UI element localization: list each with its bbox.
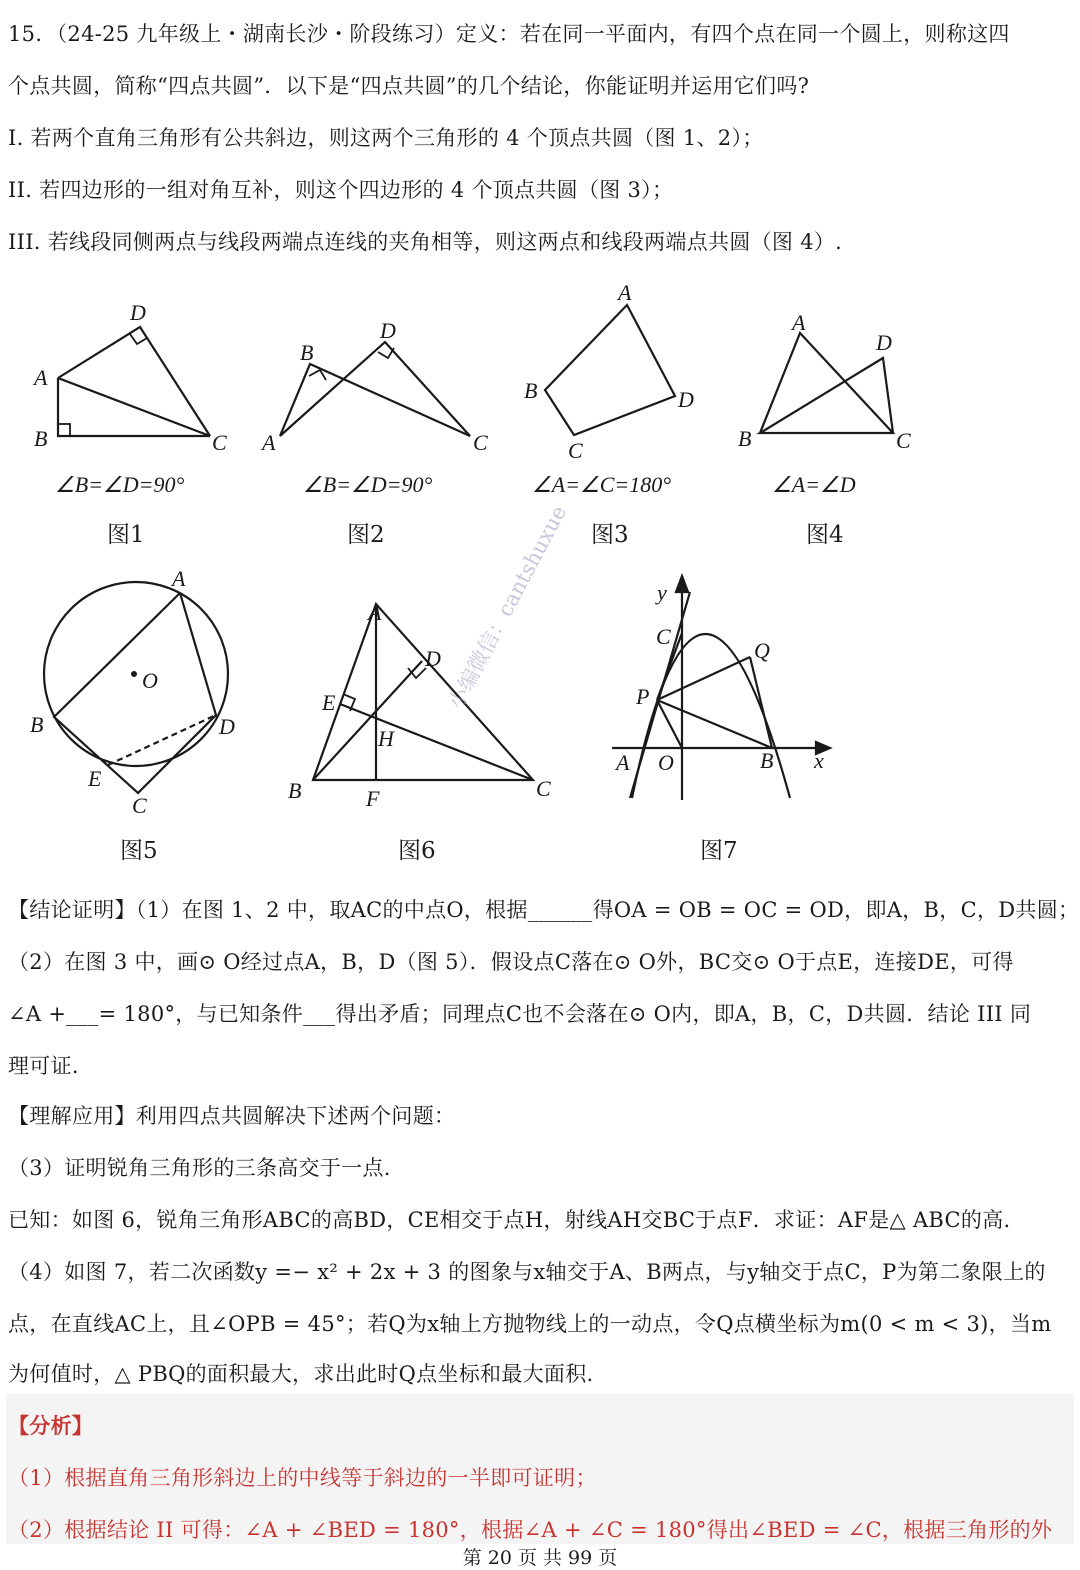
watermark: 小编微信：cantshuxue bbox=[443, 501, 572, 714]
proof-line-1: 【结论证明】（1）在图 1、2 中，取AC的中点O，根据______得OA = OB = OC = OD，即A，B，C，D共圆； bbox=[8, 898, 1080, 922]
fig5-label-B: B bbox=[30, 712, 44, 737]
fig5-label: 图5 bbox=[120, 838, 158, 864]
fig6-label-H: H bbox=[378, 726, 394, 751]
fig7-label-x: x bbox=[814, 748, 824, 773]
fig3-label-B: B bbox=[524, 378, 538, 403]
fig7-label-O: O bbox=[658, 750, 674, 775]
fig1-label-A: A bbox=[34, 365, 48, 390]
analysis-header: 【分析】 bbox=[8, 1413, 94, 1438]
fig2-label-A: A bbox=[262, 430, 276, 455]
proof-line-2: （2）在图 3 中，画⊙ O经过点A，B，D（图 5）．假设点C落在⊙ O外，BC交⊙ O于点E，连接DE，可得 bbox=[8, 950, 1014, 974]
fig5-label-O: O bbox=[142, 668, 158, 693]
analysis-line-2: （2）根据结论 II 可得：∠A + ∠BED = 180°，根据∠A + ∠C = 180°得出∠BED = ∠C，根据三角形的外 bbox=[8, 1518, 1053, 1542]
fig1-label-C: C bbox=[212, 430, 227, 455]
fig5-label-D: D bbox=[219, 714, 235, 739]
fig5-center-dot bbox=[131, 671, 137, 677]
fig7-label-B: B bbox=[760, 748, 774, 773]
fig7-label: 图7 bbox=[700, 838, 738, 864]
fig2-label-D: D bbox=[380, 318, 396, 343]
fig6-label-D: D bbox=[425, 646, 441, 671]
application-line-6: 为何值时，△ PBQ的面积最大，求出此时Q点坐标和最大面积. bbox=[8, 1362, 594, 1386]
fig3-label: 图3 bbox=[591, 522, 629, 548]
application-line-3: 已知：如图 6，锐角三角形ABC的高BD，CE相交于点H，射线AH交BC于点F．求证：AF是△ ABC的高. bbox=[8, 1208, 1011, 1232]
fig4-label: 图4 bbox=[806, 522, 844, 548]
fig1-label-B: B bbox=[34, 426, 48, 451]
fig3-label-D: D bbox=[678, 387, 694, 412]
application-line-1: 【理解应用】利用四点共圆解决下述两个问题： bbox=[8, 1104, 456, 1128]
fig3-point-labels bbox=[524, 280, 694, 463]
fig4-label-A: A bbox=[792, 310, 806, 335]
fig1-label-D: D bbox=[130, 300, 146, 325]
fig6-label-F: F bbox=[366, 786, 380, 811]
fig2-caption: ∠B=∠D=90° bbox=[303, 472, 433, 497]
application-line-2: （3）证明锐角三角形的三条高交于一点. bbox=[8, 1156, 391, 1180]
problem-line-2: 个点共圆，简称“四点共圆”．以下是“四点共圆”的几个结论，你能证明并运用它们吗? bbox=[8, 74, 810, 98]
fig4-label-D: D bbox=[876, 330, 892, 355]
fig6-label-A: A bbox=[368, 600, 382, 625]
fig7-label-C: C bbox=[656, 624, 671, 649]
page-footer: 第 20 页 共 99 页 bbox=[462, 1547, 618, 1569]
fig6-label-E: E bbox=[322, 690, 336, 715]
application-line-4: （4）如图 7，若二次函数y =− x² + 2x + 3 的图象与x轴交于A、B两点，与y轴交于点C，P为第二象限上的 bbox=[8, 1260, 1046, 1284]
fig6-label: 图6 bbox=[398, 838, 436, 864]
fig2-label-B: B bbox=[300, 340, 314, 365]
problem-line-3: I. 若两个直角三角形有公共斜边，则这两个三角形的 4 个顶点共圆（图 1、2）； bbox=[8, 126, 764, 150]
fig3-label-C: C bbox=[568, 438, 583, 463]
fig1-label: 图1 bbox=[107, 522, 145, 548]
fig7-label-Q: Q bbox=[754, 638, 770, 663]
fig6-label-B: B bbox=[288, 778, 302, 803]
problem-line-1: 15．（24-25 九年级上・湖南长沙・阶段练习）定义：若在同一平面内，有四个点在同一个圆上，则称这四 bbox=[8, 22, 1010, 46]
fig2-label: 图2 bbox=[347, 522, 385, 548]
figures-row-2 bbox=[0, 560, 1080, 830]
fig2-point-labels bbox=[260, 318, 488, 455]
problem-line-5: III. 若线段同侧两点与线段两端点连线的夹角相等，则这两点和线段两端点共圆（图 4）. bbox=[8, 230, 843, 254]
fig6-label-C: C bbox=[536, 776, 551, 801]
fig7-label-A: A bbox=[616, 750, 630, 775]
fig5-label-A: A bbox=[172, 566, 186, 591]
proof-line-3: ∠A +___= 180°，与已知条件___得出矛盾；同理点C也不会落在⊙ O内，即A，B，C，D共圆．结论 III 同 bbox=[8, 1002, 1032, 1026]
fig3-caption: ∠A=∠C=180° bbox=[532, 472, 672, 497]
fig4-label-B: B bbox=[738, 426, 752, 451]
problem-line-4: II. 若四边形的一组对角互补，则这个四边形的 4 个顶点共圆（图 3）； bbox=[8, 178, 674, 202]
fig1-caption: ∠B=∠D=90° bbox=[55, 472, 185, 497]
fig2-label-C: C bbox=[473, 430, 488, 455]
fig4-label-C: C bbox=[896, 428, 911, 453]
application-line-5: 点，在直线AC上，且∠OPB = 45°；若Q为x轴上方抛物线上的一动点，令Q点横坐标为m(0 < m < 3)，当m bbox=[8, 1312, 1052, 1336]
fig5-label-E: E bbox=[88, 766, 102, 791]
fig5-label-C: C bbox=[132, 793, 147, 818]
fig7-label-P: P bbox=[636, 684, 650, 709]
fig3-label-A: A bbox=[618, 280, 632, 305]
fig7-label-y: y bbox=[657, 580, 667, 605]
proof-line-4: 理可证. bbox=[8, 1054, 79, 1078]
fig4-caption: ∠A=∠D bbox=[772, 472, 856, 497]
fig5-point-labels bbox=[30, 566, 235, 818]
analysis-line-1: （1）根据直角三角形斜边上的中线等于斜边的一半即可证明； bbox=[8, 1466, 597, 1490]
